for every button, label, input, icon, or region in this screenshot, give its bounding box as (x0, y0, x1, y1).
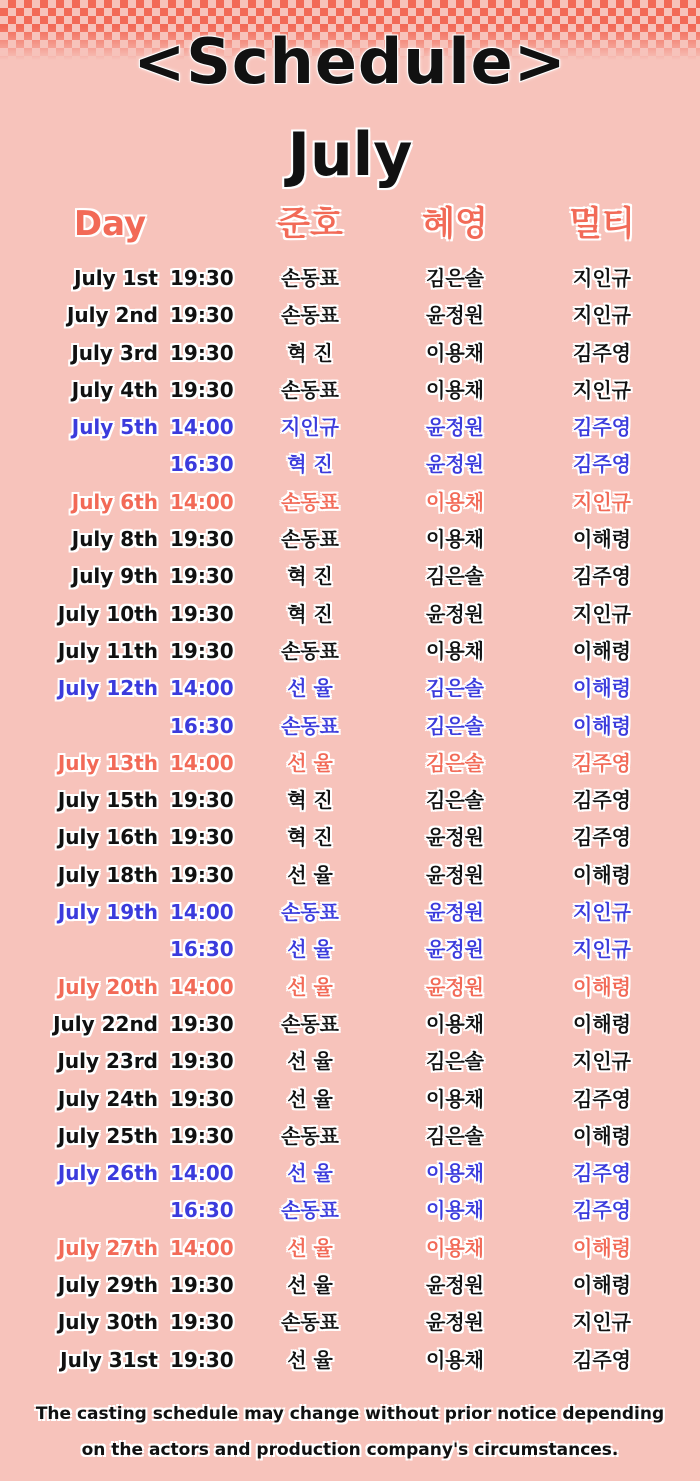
row-cast-hyeyoung: 윤정원 (426, 1273, 484, 1298)
row-cast-junho: 혁 진 (287, 564, 333, 589)
row-cast-hyeyoung: 윤정원 (426, 974, 484, 999)
row-cast-junho: 손동표 (281, 713, 339, 738)
row-cast-hyeyoung: 이용채 (426, 1235, 484, 1260)
row-cast-hyeyoung: 이용채 (426, 377, 484, 402)
row-cast-hyeyoung: 이용채 (426, 1161, 484, 1186)
table-row (0, 521, 700, 558)
row-time: 14:00 (170, 900, 234, 925)
row-cast-hyeyoung: 이용채 (426, 489, 484, 514)
row-date: July 24th (57, 1086, 158, 1111)
row-date: July 11th (57, 638, 158, 663)
table-row (0, 297, 700, 334)
header-hyeyoung: 혜영 (422, 204, 488, 244)
row-cast-multi: 김주영 (573, 415, 631, 440)
row-cast-junho: 선 율 (287, 1347, 333, 1372)
table-row (0, 1155, 700, 1192)
row-time: 19:30 (170, 303, 234, 328)
row-cast-junho: 혁 진 (287, 788, 333, 813)
row-cast-junho: 선 율 (287, 862, 333, 887)
row-cast-multi: 지인규 (573, 303, 631, 328)
row-time: 14:00 (170, 750, 234, 775)
row-date: July 5th (71, 415, 158, 440)
row-cast-hyeyoung: 윤정원 (426, 937, 484, 962)
row-date: July 30th (57, 1310, 158, 1335)
row-date: July 8th (71, 527, 158, 552)
row-cast-multi: 김주영 (573, 788, 631, 813)
row-time: 16:30 (170, 452, 234, 477)
row-cast-multi: 지인규 (573, 266, 631, 290)
row-cast-hyeyoung: 윤정원 (426, 862, 484, 887)
row-time: 16:30 (170, 1198, 234, 1223)
row-cast-hyeyoung: 윤정원 (426, 452, 484, 477)
table-row (0, 1267, 700, 1304)
notice-line-2: on the actors and production company's circumstances. (81, 1440, 619, 1460)
row-cast-multi: 김주영 (573, 340, 631, 365)
row-cast-multi: 김주영 (573, 825, 631, 850)
row-cast-junho: 혁 진 (287, 825, 333, 850)
table-row (0, 633, 700, 670)
row-cast-hyeyoung: 윤정원 (426, 825, 484, 850)
header-multi: 멀티 (569, 204, 635, 244)
row-cast-junho: 손동표 (281, 900, 339, 925)
table-row (0, 969, 700, 1006)
row-cast-junho: 손동표 (281, 303, 339, 328)
row-time: 19:30 (170, 1347, 234, 1372)
row-cast-hyeyoung: 윤정원 (426, 303, 484, 328)
row-cast-hyeyoung: 김은솔 (426, 713, 484, 738)
row-cast-multi: 이해령 (573, 1123, 631, 1148)
header-day: Day (73, 204, 147, 244)
row-date: July 29th (57, 1273, 158, 1298)
row-cast-multi: 김주영 (573, 1161, 631, 1186)
row-date: July 6th (71, 489, 158, 514)
table-row (0, 1192, 700, 1229)
row-cast-multi: 김주영 (573, 1347, 631, 1372)
row-cast-junho: 선 율 (287, 1049, 333, 1074)
row-cast-hyeyoung: 김은솔 (426, 788, 484, 813)
table-row (0, 1118, 700, 1155)
row-cast-hyeyoung: 이용채 (426, 1347, 484, 1372)
row-time: 19:30 (170, 638, 234, 663)
table-row (0, 1043, 700, 1080)
row-cast-junho: 혁 진 (287, 452, 333, 477)
row-date: July 22nd (53, 1011, 158, 1036)
row-cast-hyeyoung: 윤정원 (426, 1310, 484, 1335)
row-cast-junho: 선 율 (287, 676, 333, 701)
row-cast-multi: 지인규 (573, 1310, 631, 1335)
row-cast-multi: 이해령 (573, 862, 631, 887)
table-row (0, 745, 700, 782)
row-cast-hyeyoung: 윤정원 (426, 601, 484, 626)
table-row (0, 1230, 700, 1267)
row-cast-multi: 이해령 (573, 1011, 631, 1036)
row-date: July 4th (71, 377, 158, 402)
table-row (0, 1342, 700, 1379)
notice-line-1: The casting schedule may change without prior notice depending (35, 1404, 665, 1424)
row-cast-junho: 손동표 (281, 1123, 339, 1148)
row-time: 19:30 (170, 1049, 234, 1074)
row-cast-junho: 선 율 (287, 1235, 333, 1260)
row-date: July 25th (57, 1123, 158, 1148)
row-date: July 31st (60, 1347, 158, 1372)
table-row (0, 1006, 700, 1043)
month-heading: July (287, 120, 413, 190)
row-cast-junho: 손동표 (281, 1011, 339, 1036)
row-cast-hyeyoung: 윤정원 (426, 900, 484, 925)
table-row (0, 894, 700, 931)
row-cast-junho: 선 율 (287, 750, 333, 775)
table-row (0, 596, 700, 633)
row-cast-multi: 이해령 (573, 974, 631, 999)
row-time: 19:30 (170, 1086, 234, 1111)
row-time: 19:30 (170, 825, 234, 850)
row-date: July 23rd (57, 1049, 158, 1074)
row-time: 19:30 (170, 1273, 234, 1298)
row-cast-junho: 손동표 (281, 266, 339, 290)
row-cast-multi: 지인규 (573, 937, 631, 962)
row-cast-junho: 손동표 (281, 1198, 339, 1223)
page-title: <Schedule> (133, 25, 567, 98)
row-cast-junho: 선 율 (287, 1161, 333, 1186)
row-time: 16:30 (170, 937, 234, 962)
row-time: 16:30 (170, 713, 234, 738)
row-date: July 15th (57, 788, 158, 813)
table-row (0, 819, 700, 856)
row-cast-hyeyoung: 김은솔 (426, 1123, 484, 1148)
row-time: 14:00 (170, 676, 234, 701)
table-row (0, 708, 700, 745)
row-cast-junho: 손동표 (281, 527, 339, 552)
row-cast-multi: 이해령 (573, 676, 631, 701)
row-cast-hyeyoung: 김은솔 (426, 266, 484, 290)
row-time: 14:00 (170, 974, 234, 999)
row-date: July 18th (57, 862, 158, 887)
row-date: July 20th (57, 974, 158, 999)
row-cast-hyeyoung: 이용채 (426, 340, 484, 365)
row-cast-multi: 지인규 (573, 489, 631, 514)
table-row (0, 782, 700, 819)
row-date: July 3rd (71, 340, 158, 365)
row-cast-multi: 이해령 (573, 1273, 631, 1298)
row-date (0, 1192, 158, 1229)
row-date: July 10th (57, 601, 158, 626)
table-row (0, 857, 700, 894)
row-time: 19:30 (170, 601, 234, 626)
row-date (0, 708, 158, 745)
row-date: July 19th (57, 900, 158, 925)
header-junho: 준호 (277, 204, 343, 244)
row-cast-multi: 지인규 (573, 1049, 631, 1074)
row-cast-hyeyoung: 이용채 (426, 527, 484, 552)
row-cast-hyeyoung: 김은솔 (426, 1049, 484, 1074)
row-date (0, 446, 158, 483)
row-time: 14:00 (170, 1161, 234, 1186)
row-time: 14:00 (170, 489, 234, 514)
row-cast-multi: 지인규 (573, 601, 631, 626)
row-cast-junho: 선 율 (287, 937, 333, 962)
table-row (0, 1081, 700, 1118)
row-time: 19:30 (170, 1310, 234, 1335)
row-date: July 1st (74, 266, 158, 290)
row-cast-multi: 이해령 (573, 1235, 631, 1260)
row-date: July 26th (57, 1161, 158, 1186)
row-cast-junho: 혁 진 (287, 340, 333, 365)
table-row (0, 260, 700, 297)
row-cast-multi: 김주영 (573, 1198, 631, 1223)
row-date: July 12th (57, 676, 158, 701)
row-time: 19:30 (170, 527, 234, 552)
row-cast-junho: 손동표 (281, 489, 339, 514)
table-row (0, 372, 700, 409)
row-cast-junho: 지인규 (281, 415, 339, 440)
row-cast-hyeyoung: 김은솔 (426, 750, 484, 775)
table-row (0, 1304, 700, 1341)
row-time: 14:00 (170, 415, 234, 440)
row-cast-multi: 이해령 (573, 713, 631, 738)
row-cast-hyeyoung: 김은솔 (426, 676, 484, 701)
row-cast-junho: 선 율 (287, 1273, 333, 1298)
schedule-table (0, 260, 700, 1379)
row-time: 19:30 (170, 862, 234, 887)
table-row (0, 931, 700, 968)
row-date: July 16th (57, 825, 158, 850)
row-cast-hyeyoung: 이용채 (426, 1011, 484, 1036)
row-cast-hyeyoung: 윤정원 (426, 415, 484, 440)
row-cast-hyeyoung: 김은솔 (426, 564, 484, 589)
row-cast-junho: 선 율 (287, 1086, 333, 1111)
row-time: 19:30 (170, 377, 234, 402)
row-cast-junho: 손동표 (281, 638, 339, 663)
row-cast-junho: 혁 진 (287, 601, 333, 626)
row-cast-multi: 이해령 (573, 638, 631, 663)
row-cast-multi: 김주영 (573, 750, 631, 775)
table-row (0, 409, 700, 446)
row-cast-multi: 김주영 (573, 452, 631, 477)
row-date: July 13th (57, 750, 158, 775)
row-cast-junho: 선 율 (287, 974, 333, 999)
row-time: 19:30 (170, 1123, 234, 1148)
row-time: 19:30 (170, 340, 234, 365)
table-row (0, 558, 700, 595)
row-date (0, 931, 158, 968)
row-cast-multi: 김주영 (573, 564, 631, 589)
row-date: July 27th (57, 1235, 158, 1260)
row-cast-multi: 지인규 (573, 377, 631, 402)
row-date: July 9th (71, 564, 158, 589)
row-cast-junho: 손동표 (281, 377, 339, 402)
row-time: 19:30 (170, 1011, 234, 1036)
table-row (0, 670, 700, 707)
row-time: 14:00 (170, 1235, 234, 1260)
row-time: 19:30 (170, 266, 234, 290)
row-cast-hyeyoung: 이용채 (426, 638, 484, 663)
row-time: 19:30 (170, 788, 234, 813)
row-cast-multi: 지인규 (573, 900, 631, 925)
table-row (0, 446, 700, 483)
row-cast-junho: 손동표 (281, 1310, 339, 1335)
row-cast-hyeyoung: 이용채 (426, 1198, 484, 1223)
row-cast-multi: 이해령 (573, 527, 631, 552)
row-cast-hyeyoung: 이용채 (426, 1086, 484, 1111)
table-row (0, 484, 700, 521)
table-row (0, 335, 700, 372)
row-date: July 2nd (66, 303, 158, 328)
row-cast-multi: 김주영 (573, 1086, 631, 1111)
row-time: 19:30 (170, 564, 234, 589)
